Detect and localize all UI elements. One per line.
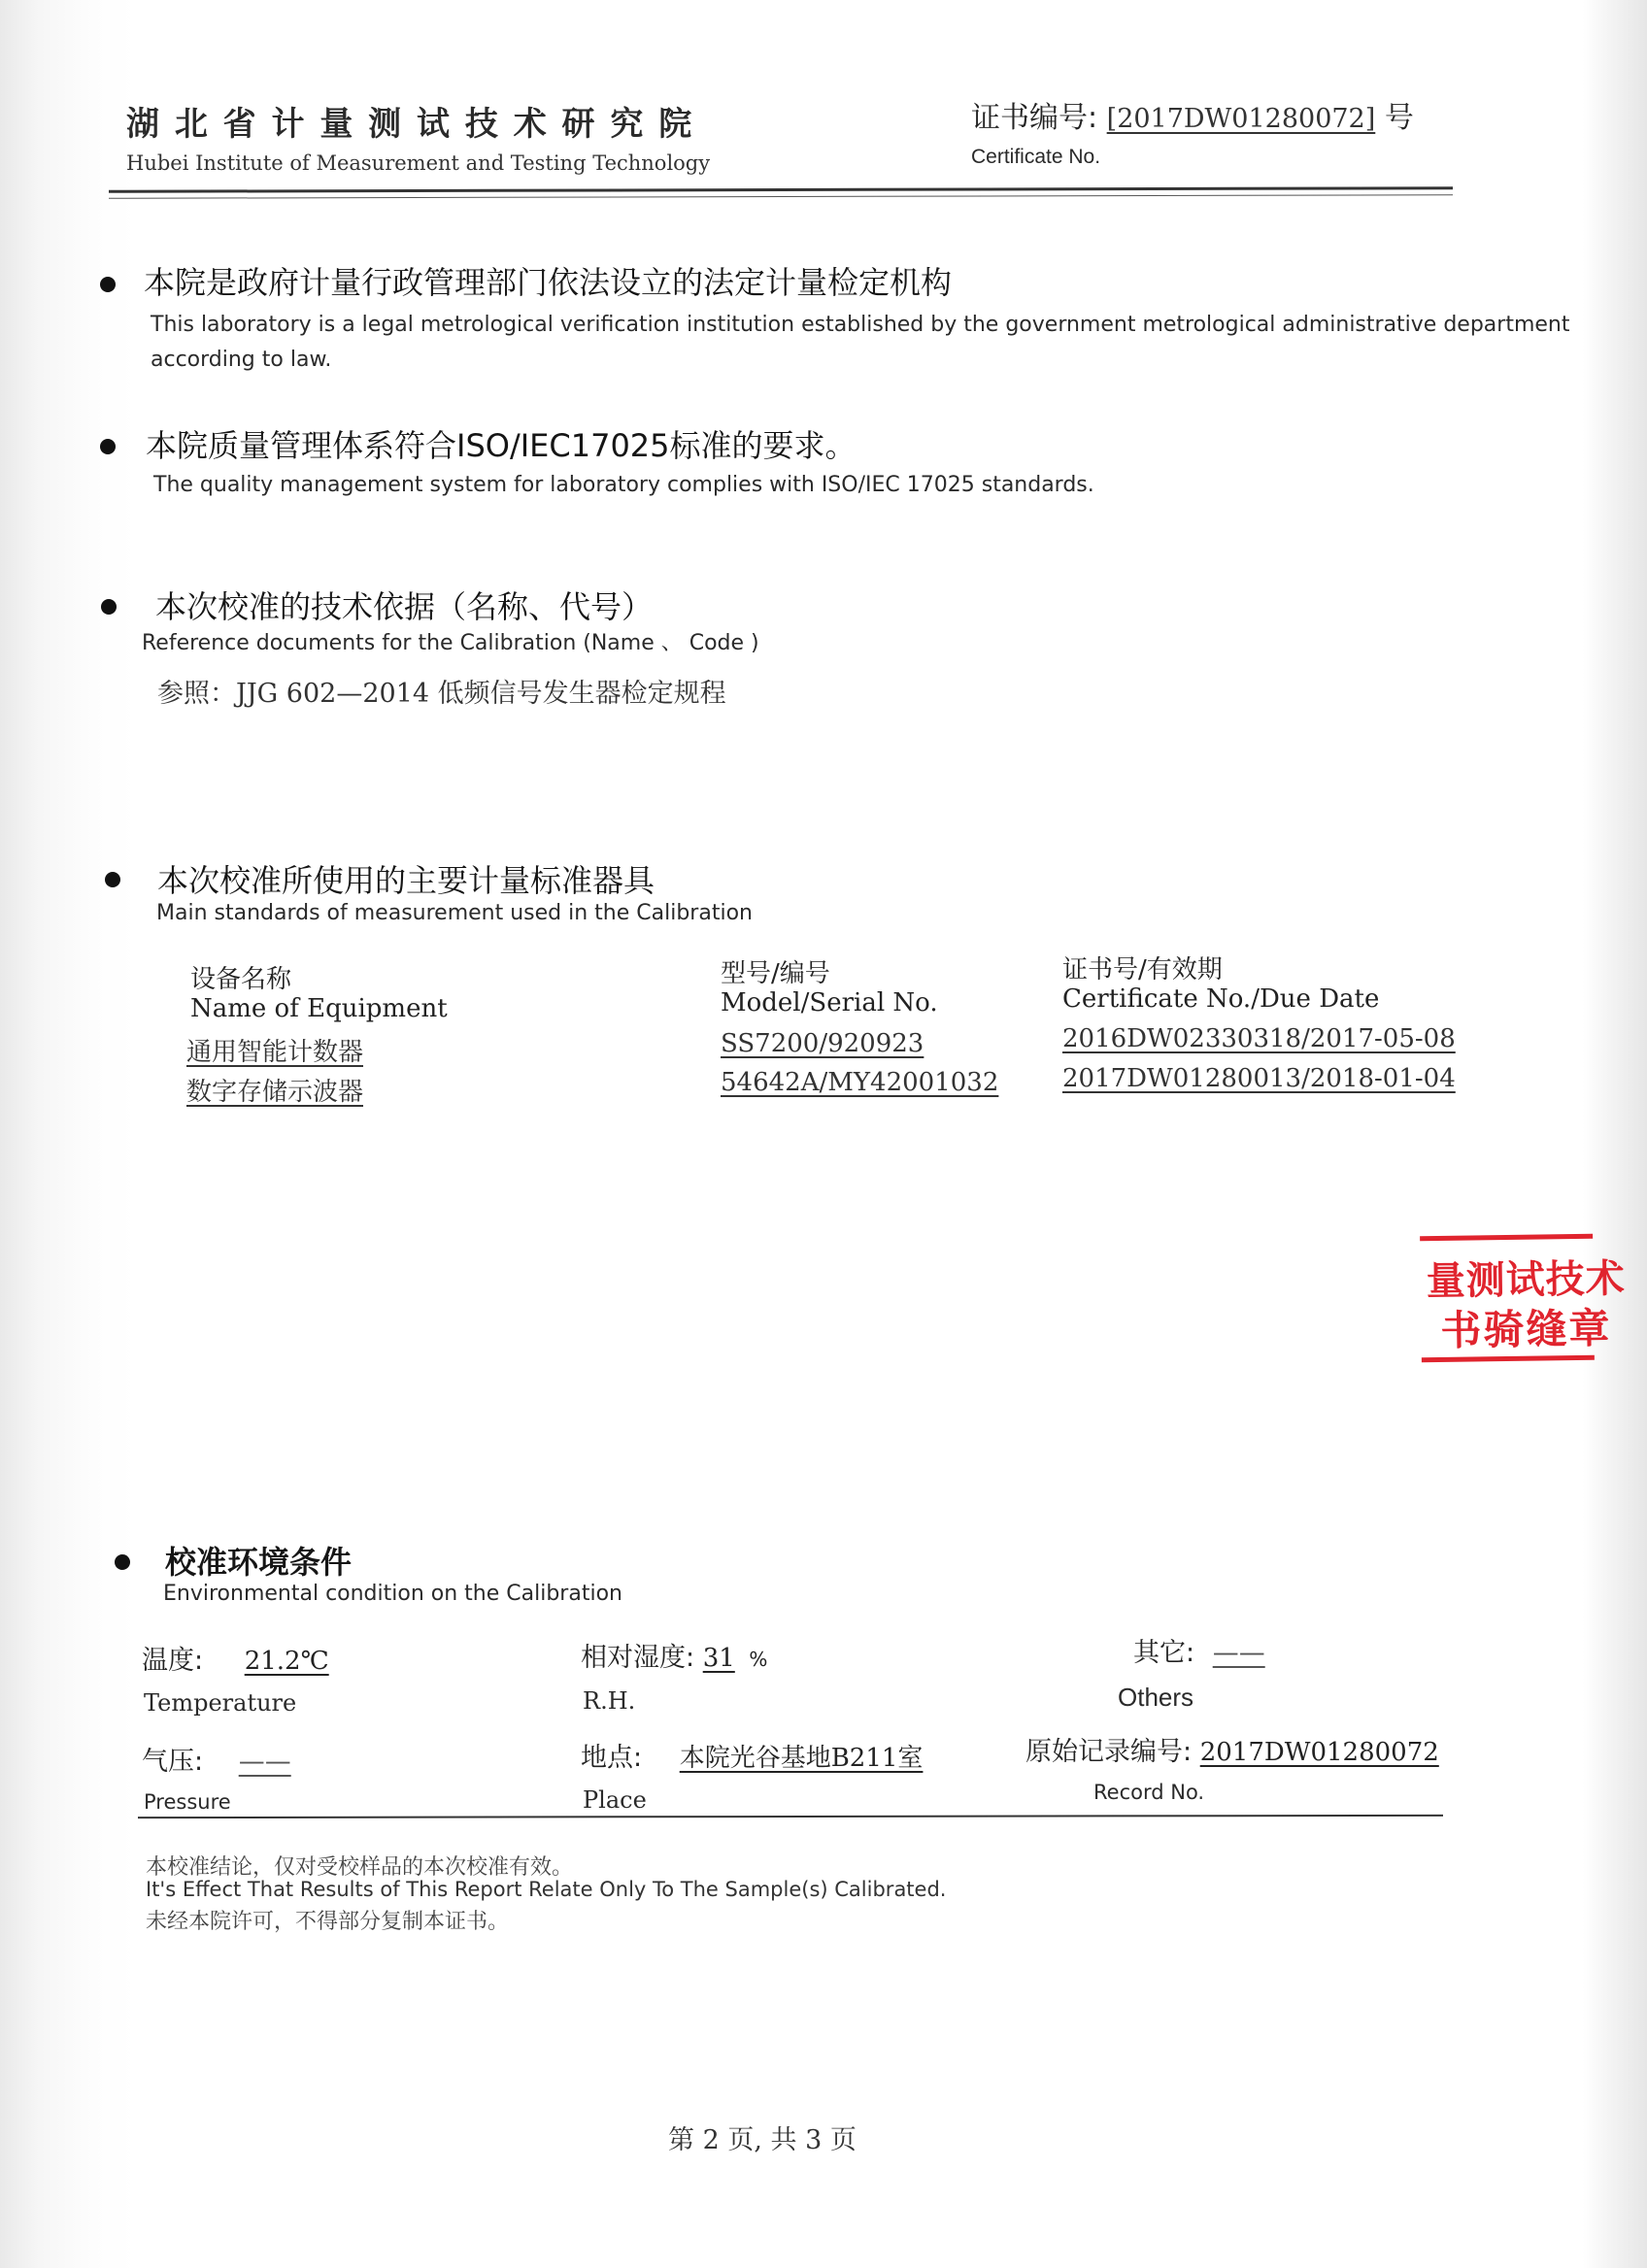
stamp-text-line1: 量测试技术 — [1426, 1255, 1627, 1305]
section-legal-institution-en-1: This laboratory is a legal metrological verification institution established by the government metrological administrative department — [151, 313, 1570, 337]
institute-name-cn: 湖 北 省 计 量 测 试 技 术 研 究 院 — [126, 105, 694, 144]
bullet-dot — [100, 277, 116, 292]
section-standards-cn: 本次校准所使用的主要计量标准器具 — [157, 862, 655, 899]
rh-row — [581, 1636, 767, 1674]
column-header-name-en: Name of Equipment — [190, 994, 448, 1023]
cert-suffix: 号 — [1384, 101, 1414, 135]
equipment-model-cell: SS7200/920923 — [721, 1029, 924, 1058]
section-environment-en: Environmental condition on the Calibration — [163, 1582, 622, 1606]
section-legal-institution-cn: 本院是政府计量行政管理部门依法设立的法定计量检定机构 — [144, 264, 953, 301]
column-header-model-en: Model/Serial No. — [721, 988, 938, 1017]
cert-label-cn: 证书编号: — [971, 101, 1098, 135]
others-label-en: Others — [1118, 1683, 1194, 1712]
cert-label-en: Certificate No. — [971, 146, 1101, 168]
place-row — [581, 1736, 923, 1774]
others-label-cn: 其它: — [1133, 1638, 1195, 1668]
temperature-label-en: Temperature — [144, 1689, 297, 1717]
bullet-dot — [105, 872, 120, 887]
rh-label-cn: 相对湿度: — [581, 1643, 695, 1673]
environment-divider — [138, 1815, 1443, 1818]
temperature-row — [142, 1639, 329, 1677]
header-divider — [109, 186, 1453, 193]
institute-name-en: Hubei Institute of Measurement and Testing Technology — [126, 151, 711, 175]
note-validity-cn: 本校准结论，仅对受校样品的本次校准有效。 — [146, 1855, 574, 1880]
column-header-model-cn: 型号/编号 — [721, 959, 830, 988]
section-standards-en: Main standards of measurement used in the Calibration — [156, 901, 753, 925]
pressure-row — [142, 1740, 291, 1778]
rh-unit: % — [749, 1648, 768, 1671]
equipment-name-cell: 通用智能计数器 — [186, 1038, 364, 1067]
section-quality-system-cn: 本院质量管理体系符合ISO/IEC17025标准的要求。 — [146, 427, 857, 464]
column-header-cert-en: Certificate No./Due Date — [1062, 984, 1380, 1014]
cert-number-value: [2017DW01280072] — [1106, 104, 1376, 134]
note-copy-restriction-cn: 未经本院许可，不得部分复制本证书。 — [146, 1910, 510, 1934]
rh-value: 31 — [702, 1644, 735, 1673]
place-label-cn: 地点: — [581, 1743, 643, 1773]
equipment-cert-cell: 2016DW02330318/2017-05-08 — [1062, 1024, 1456, 1053]
temperature-label-cn: 温度: — [142, 1646, 204, 1676]
rh-label-en: R.H. — [583, 1687, 636, 1715]
equipment-model-cell: 54642A/MY42001032 — [721, 1068, 999, 1097]
equipment-name-cell: 数字存储示波器 — [186, 1078, 364, 1107]
temperature-value: 21.2℃ — [244, 1647, 329, 1676]
page-number: 第 2 页, 共 3 页 — [668, 2125, 857, 2155]
section-legal-institution-en-2: according to law. — [151, 348, 332, 372]
stamp-text-line2: 书骑缝章 — [1440, 1304, 1612, 1354]
bullet-dot — [115, 1554, 130, 1570]
equipment-cert-cell: 2017DW01280013/2018-01-04 — [1062, 1064, 1456, 1093]
seam-seal-stamp — [1420, 1234, 1627, 1362]
header-divider-thin — [109, 194, 1453, 199]
pressure-label-cn: 气压: — [142, 1747, 204, 1777]
note-validity-en: It's Effect That Results of This Report Relate Only To The Sample(s) Calibrated. — [146, 1878, 947, 1901]
place-value: 本院光谷基地B211室 — [679, 1744, 924, 1773]
others-value: —— — [1212, 1638, 1265, 1668]
reference-document: 参照：JJG 602—2014 低频信号发生器检定规程 — [157, 679, 726, 709]
bullet-dot — [100, 439, 116, 454]
column-header-name-cn: 设备名称 — [190, 965, 292, 994]
others-row — [1133, 1631, 1265, 1669]
record-label-cn: 原始记录编号: — [1025, 1737, 1193, 1767]
record-row — [1025, 1730, 1439, 1768]
record-label-en: Record No. — [1093, 1781, 1205, 1804]
section-reference-docs-cn: 本次校准的技术依据（名称、代号） — [155, 588, 654, 625]
record-value: 2017DW01280072 — [1199, 1738, 1439, 1767]
column-header-cert-cn: 证书号/有效期 — [1062, 955, 1223, 984]
certificate-number-line — [971, 93, 1414, 136]
section-environment-cn: 校准环境条件 — [165, 1544, 353, 1581]
section-quality-system-en: The quality management system for laboratory complies with ISO/IEC 17025 standards. — [153, 473, 1094, 497]
section-reference-docs-en: Reference documents for the Calibration (Name 、 Code ) — [142, 631, 759, 655]
place-label-en: Place — [583, 1786, 647, 1814]
pressure-value: —— — [238, 1747, 291, 1777]
bullet-dot — [101, 599, 117, 615]
pressure-label-en: Pressure — [144, 1790, 231, 1814]
